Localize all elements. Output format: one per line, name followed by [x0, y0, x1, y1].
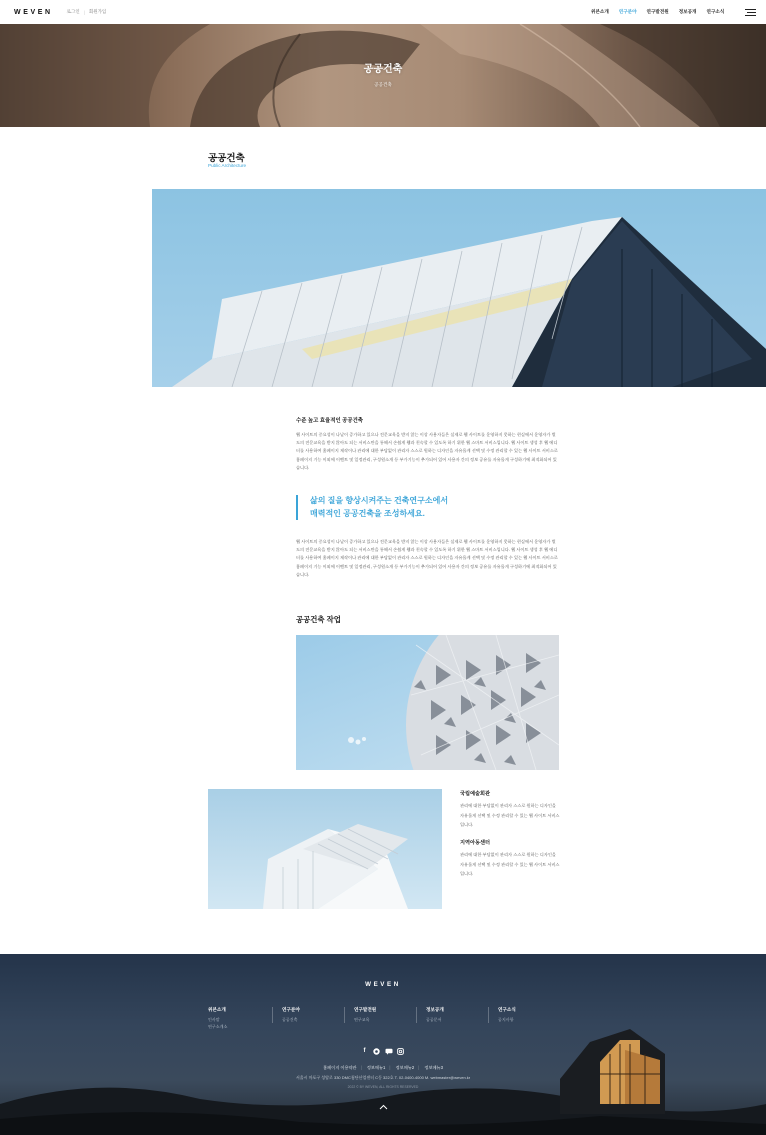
hamburger-icon[interactable] — [745, 9, 756, 16]
nav-item-info[interactable]: 정보공개 — [678, 9, 697, 14]
footer-col-link[interactable]: 공지사항 — [498, 1017, 514, 1022]
scroll-top-icon[interactable] — [379, 1097, 388, 1103]
site-logo[interactable]: WEVEN — [14, 8, 53, 16]
body-paragraph: 웹 사이트의 중요성이 나날이 증가하고 있으나 전문교육을 받지 않는 이상 사용자들은 실제로 웹 사이트를 운영하지 못하는 현실에서 운영자가 별도의 전문교육을 받지 않아도 되는 서비스만을 통해서 손쉽게 웹과 친숙할 수 있도록 하기 위한 웹 스마트 서비스입니다. 웹 사이트 생성 후 웹 에디터를 사용하여 홈페이지 제작이나 관리에 대한 부담없이 관리자 스스로 원하는 디자인을 자유롭게 선택 및 수정 관리할 수 있는 웹 사이트 서비스로 홈페이지 기능 이외에 이벤트 및 일정관리, 구성원소개 등 부가기능이 추가되어 있어 사용자 간의 정보 공유를 자유롭게 구성하기에 최적화되어 있습니다. — [296, 539, 558, 577]
info-link-3[interactable]: 정보메뉴3 — [424, 1065, 443, 1070]
footer-col-title[interactable]: 정보공개 — [426, 1007, 444, 1012]
footer-logo[interactable]: WEVEN — [365, 981, 401, 988]
talk-icon[interactable] — [385, 1048, 392, 1055]
footer-col-about — [208, 1007, 278, 1030]
nav-item-news[interactable]: 연구소식 — [706, 9, 725, 14]
nav-item-research[interactable]: 연구분야 — [618, 9, 637, 14]
intro-heading: 수준 높고 효율적인 공공건축 — [296, 418, 363, 424]
highlight-quote — [296, 495, 558, 520]
footer-copyright: 2022 © BY WEVEN, ALL RIGHTS RESERVED — [347, 1085, 419, 1089]
architecture-banner-image — [152, 189, 766, 387]
footer-col-link[interactable]: 공공건축 — [282, 1017, 298, 1022]
social-links — [361, 1047, 404, 1055]
footer-col-research — [272, 1007, 342, 1023]
util-links — [67, 9, 107, 15]
hero-title: 공공건축 — [363, 64, 403, 75]
works-title: 공공건축 작업 — [296, 615, 341, 624]
footer-col-title[interactable]: 연구발전원 — [354, 1007, 377, 1012]
page-title: 공공건축 — [208, 153, 245, 164]
project-title-1: 국립예술회관 — [460, 791, 491, 797]
site-header — [0, 0, 766, 24]
footer-col-link[interactable]: 공공문서 — [426, 1017, 442, 1022]
join-link[interactable]: 회원가입 — [88, 9, 107, 14]
footer-col-title[interactable]: 연구소식 — [498, 1007, 516, 1012]
footer-address: 서울시 마포구 성암로 330 DMC첨단산업센터 C동 322호 T. 02-0400-4000 M. webmaster@weven.kr — [295, 1075, 471, 1080]
main-nav — [591, 0, 724, 24]
modern-building-image — [208, 789, 442, 909]
info-link-2[interactable]: 정보메뉴2 — [395, 1065, 415, 1070]
instagram-icon[interactable] — [397, 1048, 404, 1055]
footer-col-link[interactable]: 연구소개소 — [208, 1024, 228, 1029]
footer-col-title[interactable]: 위븐소개 — [208, 1007, 226, 1012]
footer-links: 홈페이지 이용약관 | 정보메뉴1 | 정보메뉴2 | 정보메뉴3 — [323, 1065, 443, 1070]
terms-link[interactable]: 홈페이지 이용약관 — [323, 1065, 357, 1070]
project-description-2: 관리에 대한 부담없이 관리자 스스로 원하는 디자인을 자유롭게 선택 및 수정 관리할 수 있는 웹 사이트 서비스입니다. — [460, 852, 560, 877]
footer-col-link[interactable]: 연구교육 — [354, 1017, 370, 1022]
facebook-icon[interactable]: f — [363, 1047, 366, 1054]
hero-banner — [0, 24, 766, 127]
login-link[interactable]: 로그인 — [66, 9, 80, 14]
footer-col-title[interactable]: 연구분야 — [282, 1007, 300, 1012]
footer-col-link[interactable]: 인사말 — [208, 1017, 220, 1022]
info-link-1[interactable]: 정보메뉴1 — [366, 1065, 386, 1070]
hero-breadcrumb: 공공건축 — [374, 82, 392, 87]
blog-icon[interactable] — [373, 1048, 380, 1055]
util-divider: | — [83, 9, 85, 15]
quote-line-1: 삶의 질을 향상시켜주는 건축연구소에서 — [310, 496, 449, 505]
dome-building-image — [296, 635, 559, 770]
page-subtitle: Public Architecture — [208, 163, 247, 168]
hero-background-image — [0, 24, 766, 127]
nav-item-development[interactable]: 연구발전원 — [646, 9, 669, 14]
quote-line-2: 매력적인 공공건축을 조성하세요. — [310, 508, 425, 518]
nav-item-about[interactable]: 위븐소개 — [591, 9, 609, 14]
footer-col-info — [416, 1007, 486, 1023]
intro-paragraph: 웹 사이트의 중요성이 나날이 증가하고 있으나 전문교육을 받지 않는 이상 사용자들은 실제로 웹 사이트를 운영하지 못하는 현실에서 운영자가 별도의 전문교육을 받지 않아도 되는 서비스만을 통해서 손쉽게 웹과 친숙할 수 있도록 하기 위한 웹 스마트 서비스입니다. 웹 사이트 생성 후 웹 에디터를 사용하여 홈페이지 제작이나 관리에 대한 부담없이 관리자 스스로 원하는 디자인을 자유롭게 선택 및 수정 관리할 수 있는 웹 사이트 서비스로 홈페이지 기능 이외에 이벤트 및 일정관리, 구성원소개 등 부가기능이 추가되어 있어 사용자 간의 정보 공유를 자유롭게 구성하기에 최적화되어 있습니다. — [296, 432, 558, 470]
footer-col-development — [344, 1007, 414, 1023]
project-description-1: 관리에 대한 부담없이 관리자 스스로 원하는 디자인을 자유롭게 선택 및 수정 관리할 수 있는 웹 사이트 서비스입니다. — [460, 803, 560, 828]
footer-col-news — [488, 1007, 558, 1023]
project-title-2: 지역아동센터 — [460, 840, 491, 846]
